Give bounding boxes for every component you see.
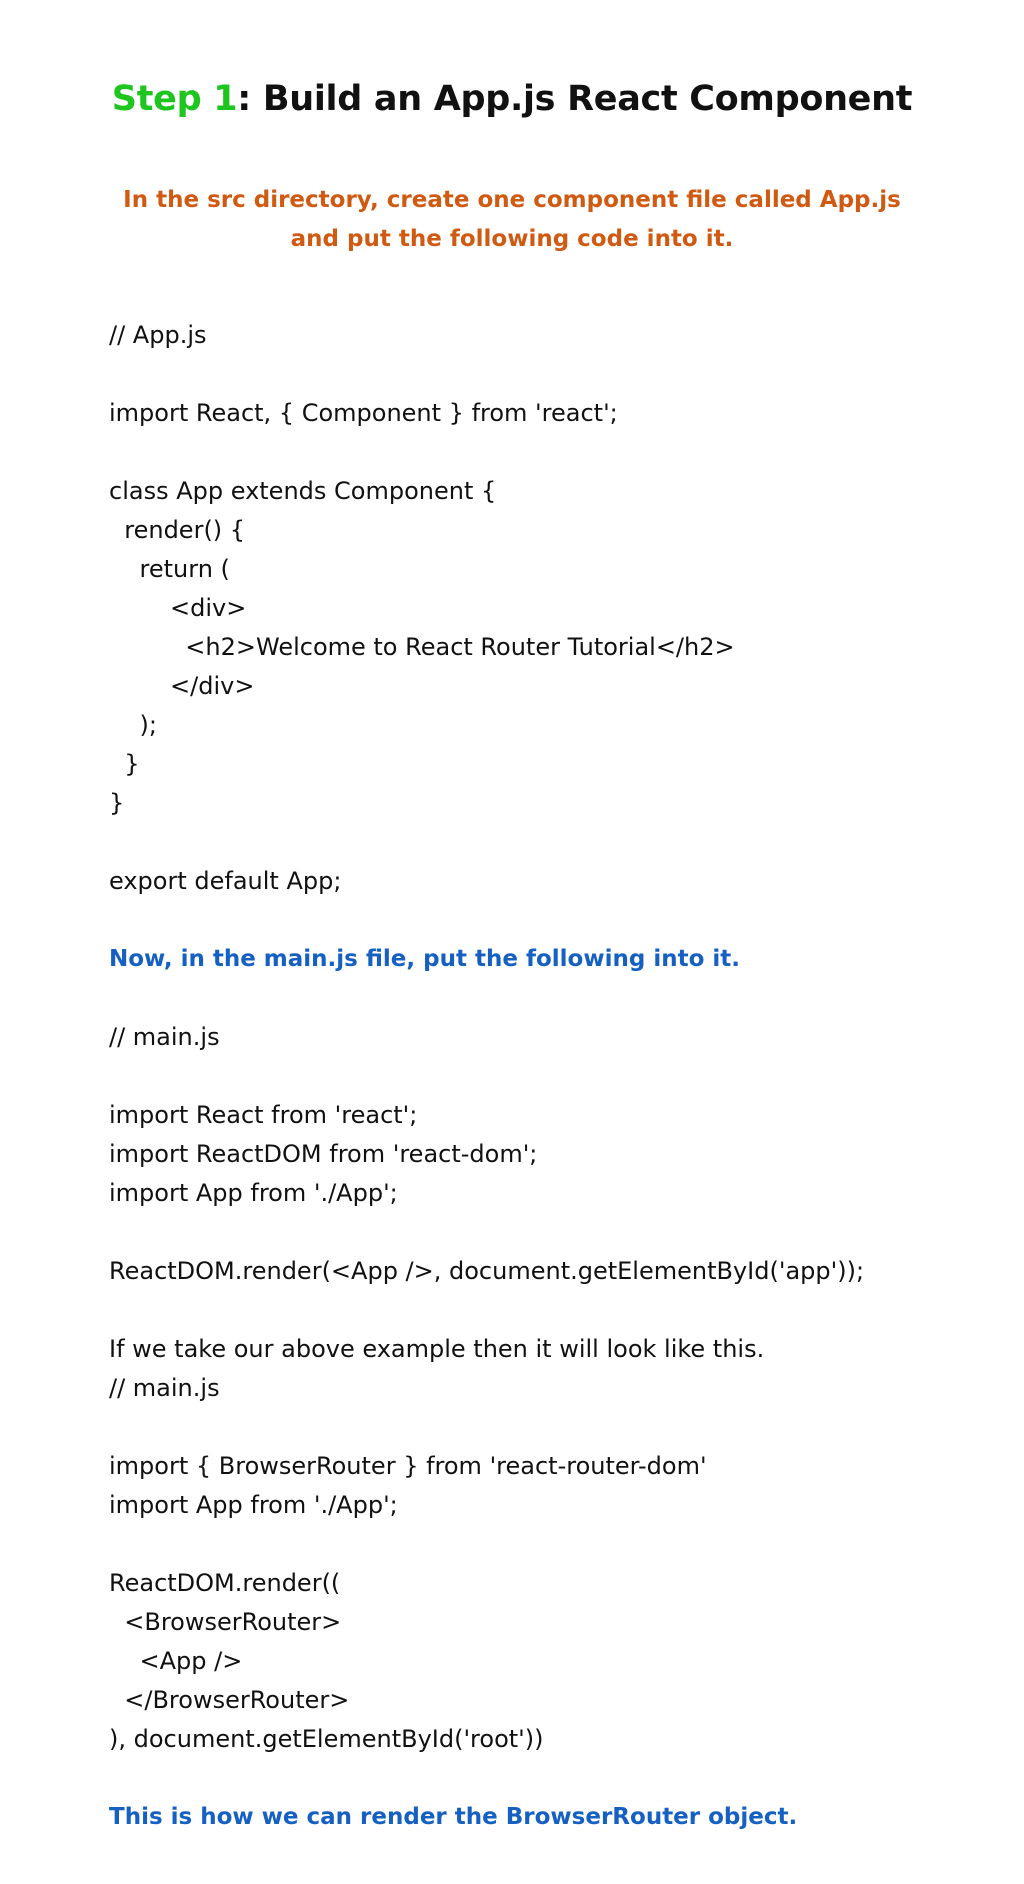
code-line: import ReactDOM from 'react-dom'; [109,1140,538,1168]
code-line: ), document.getElementById('root')) [109,1725,544,1753]
code-line: import App from './App'; [109,1179,398,1207]
step-label: Step 1 [111,79,238,119]
code-line: <App /> [109,1647,243,1675]
blank-line [109,979,1009,1018]
blank-line [109,823,1009,862]
code-line: ReactDOM.render(<App />, document.getElementById('app')); [109,1257,865,1285]
title-text: : Build an App.js React Component [237,79,913,119]
code-line: <BrowserRouter> [109,1608,342,1636]
blank-line [109,1057,1009,1096]
code-line: class App extends Component { [109,477,497,505]
code-line: render() { [109,516,246,544]
code-line: <div> [109,594,247,622]
code-line: import App from './App'; [109,1491,398,1519]
code-line: <h2>Welcome to React Router Tutorial</h2> [109,633,735,661]
code-line: // main.js [109,1374,220,1402]
blank-line [109,1525,1009,1564]
blank-line [109,433,1009,472]
code-line: </BrowserRouter> [109,1686,350,1714]
page-title [0,74,1024,124]
code-line: } [109,750,140,778]
intro-line: and put the following code into it. [290,226,734,252]
note-text: Now, in the main.js file, put the following into it. [109,946,740,972]
blank-line [109,1291,1009,1330]
code-line: </div> [109,672,255,700]
blank-line [109,901,1009,940]
code-line: import { BrowserRouter } from 'react-router-dom' [109,1452,707,1480]
code-line: ReactDOM.render(( [109,1569,341,1597]
code-line: import React from 'react'; [109,1101,418,1129]
code-line: } [109,789,125,817]
intro-line: In the src directory, create one component file called App.js [123,187,901,213]
note-text: This is how we can render the BrowserRouter object. [109,1804,798,1830]
code-line: If we take our above example then it will look like this. [109,1335,765,1363]
blank-line [109,1408,1009,1447]
code-line: export default App; [109,867,342,895]
tutorial-content [109,316,1009,1837]
blank-line [109,1759,1009,1798]
blank-line [109,355,1009,394]
intro-paragraph [0,181,1024,259]
code-line: return ( [109,555,230,583]
code-line: import React, { Component } from 'react'; [109,399,618,427]
code-line: // main.js [109,1023,220,1051]
code-line: // App.js [109,321,207,349]
code-line: ); [109,711,157,739]
blank-line [109,1213,1009,1252]
